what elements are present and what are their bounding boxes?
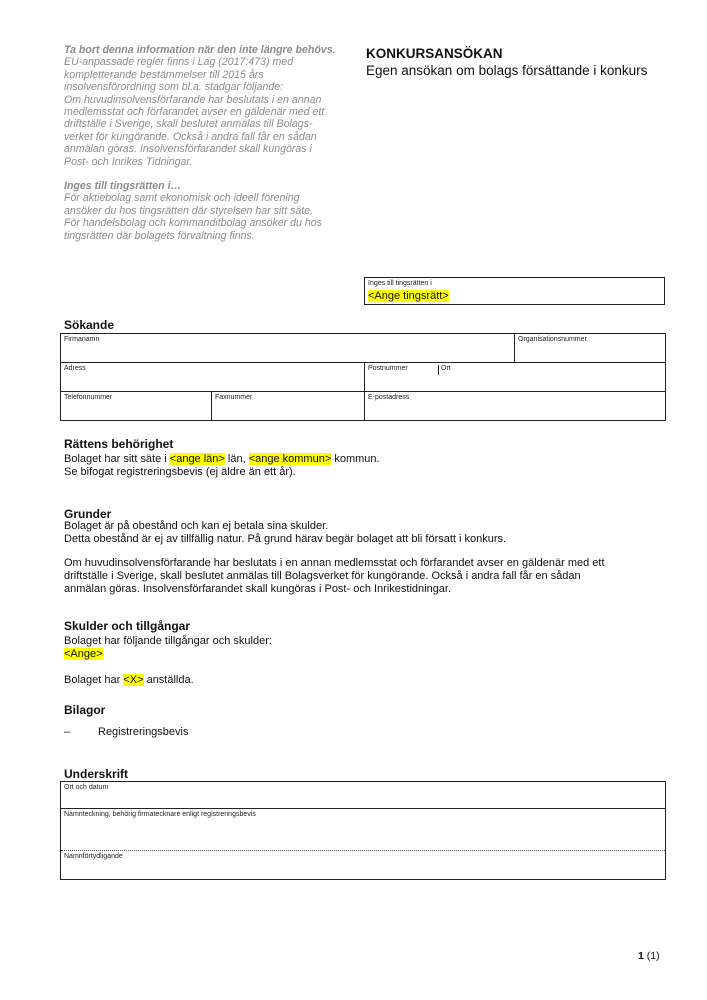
sokande-table (60, 333, 666, 421)
underskrift-heading: Underskrift (64, 767, 129, 781)
document-title: KONKURSANSÖKAN (366, 46, 503, 61)
underskrift-table (60, 781, 666, 880)
tingsratt-label: Inges till tingsrätten i (368, 280, 432, 287)
skulder-heading: Skulder och tillgångar (64, 619, 191, 633)
anstallda-text-a: Bolaget har (64, 674, 124, 686)
organisationsnummer-label: Organisationsnummer (518, 336, 587, 343)
namnfortydligande-label: Namnförtydligande (64, 853, 123, 860)
sokande-row-2 (61, 363, 665, 392)
lan-field[interactable]: <ange län> (169, 453, 225, 465)
adress-label: Adress (64, 365, 86, 372)
behorighet-heading: Rättens behörighet (64, 437, 174, 451)
skulder-line-2 (64, 674, 272, 687)
tillgangar-field[interactable]: <Ange> (64, 648, 103, 660)
grunder-line-1: Bolaget är på obestånd och kan ej betala sina skulder. (64, 520, 329, 532)
namnteckning-field[interactable] (61, 809, 665, 850)
sokande-row-1 (61, 334, 665, 363)
grunder-line-2: Detta obestånd är ej av tillfällig natur. På grund härav begär bolaget att bli försatt i konkurs. (64, 533, 507, 545)
instruction-line: tingsrätten där bolagets förvaltning finns. (64, 229, 255, 242)
instruction-line: driftställe i Sverige, skall beslutet anmälas till Bolags- (64, 118, 313, 131)
instruction-block (64, 44, 360, 242)
ort-datum-field[interactable] (61, 782, 665, 808)
ort-datum-label: Ort och datum (64, 784, 109, 791)
instruction-line: Om huvudinsolvensförfarande har beslutats i en annan (64, 93, 322, 106)
instruction-line: anmälan göras. Insolvensförfarandet skall kungöras i (64, 143, 312, 156)
bilagor-heading: Bilagor (64, 703, 106, 717)
grunder-line-3: Om huvudinsolvensförfarande har beslutats i en annan medlemsstat och förfarandet avser en gäldenär med ett (64, 557, 605, 569)
instruction-heading-1: Ta bort denna information när den inte längre behövs. (64, 44, 336, 56)
instruction-line: ansöker du hos tingsrätten där styrelsen har sitt säte. (64, 204, 314, 217)
sokande-heading: Sökande (64, 318, 115, 332)
anstallda-text-b: anställda. (143, 674, 194, 686)
document-subtitle: Egen ansökan om bolags försättande i konkurs (366, 63, 648, 78)
grunder-text (64, 520, 605, 596)
page-number (638, 950, 660, 962)
postnummer-field[interactable] (364, 363, 438, 391)
epostadress-field[interactable] (364, 392, 665, 420)
adress-field[interactable] (61, 363, 364, 391)
namnteckning-label: Namnteckning, behörig firmatecknare enligt registreringsbevis (64, 811, 256, 818)
instruction-lines-1 (64, 56, 360, 168)
bilagor-dash: – (64, 726, 71, 738)
organisationsnummer-field[interactable] (514, 334, 665, 362)
bilagor-item: Registreringsbevis (98, 726, 189, 738)
behorighet-text-a: Bolaget har sitt säte i (64, 453, 170, 465)
postnummer-label: Postnummer (368, 365, 408, 372)
grunder-line-4: driftställe i Sverige, skall beslutet anmälas till Bolagsverket för kungörande. Också i andra fall får en sådan (64, 570, 581, 582)
page-total: (1) (646, 950, 660, 962)
behorighet-text-b: län, (224, 453, 249, 465)
instruction-line: medlemsstat och förfarandet avser en gäldenär med ett (64, 106, 325, 119)
faxnummer-field[interactable] (211, 392, 364, 420)
page-current: 1 (638, 950, 644, 962)
behorighet-text-c: kommun. (331, 453, 380, 465)
kommun-field[interactable]: <ange kommun> (248, 453, 332, 465)
epostadress-label: E-postadress (368, 394, 410, 401)
instruction-heading-2: Inges till tingsrätten i… (64, 180, 182, 193)
behorighet-text (64, 453, 380, 479)
sokande-row-3 (61, 392, 665, 420)
instruction-lines-2 (64, 192, 360, 242)
faxnummer-label: Faxnummer (215, 394, 253, 401)
anstallda-field[interactable]: <X> (123, 674, 144, 686)
instruction-line: Post- och Inrikes Tidningar. (64, 155, 193, 168)
grunder-line-5: anmälan göras. Insolvensförfarandet skall kungöras i Post- och Inrikestidningar. (64, 583, 452, 595)
telefonnummer-field[interactable] (61, 392, 211, 420)
instruction-line: För aktiebolag samt ekonomisk och ideell förening (64, 192, 300, 205)
namnfortydligande-field[interactable] (61, 851, 665, 879)
skulder-text (64, 635, 272, 687)
firmanamn-field[interactable] (61, 334, 514, 362)
ort-field[interactable] (438, 363, 665, 391)
instruction-line: kompletterande bestämmelser till 2015 års (64, 68, 264, 81)
instruction-line: EU-anpassade regler finns i Lag (2017:473) med (64, 56, 294, 69)
firmanamn-label: Firmanamn (64, 336, 100, 343)
skulder-line-1: Bolaget har följande tillgångar och skulder: (64, 635, 272, 647)
instruction-line: verket för kungörande. Också i andra fall får en sådan (64, 130, 317, 143)
behorighet-line-1 (64, 453, 380, 466)
grunder-heading: Grunder (64, 507, 112, 521)
tingsratt-field[interactable]: <Ange tingsrätt> (368, 290, 449, 302)
behorighet-line-2: Se bifogat registreringsbevis (ej äldre än ett år). (64, 466, 296, 478)
instruction-line: För handelsbolag och kommanditbolag ansöker du hos (64, 217, 322, 230)
ort-label: Ort (441, 365, 451, 372)
instruction-line: insolvensförordning som bl.a. stadgar följande: (64, 81, 284, 94)
tingsratt-box[interactable] (364, 277, 665, 305)
telefonnummer-label: Telefonnummer (64, 394, 113, 401)
